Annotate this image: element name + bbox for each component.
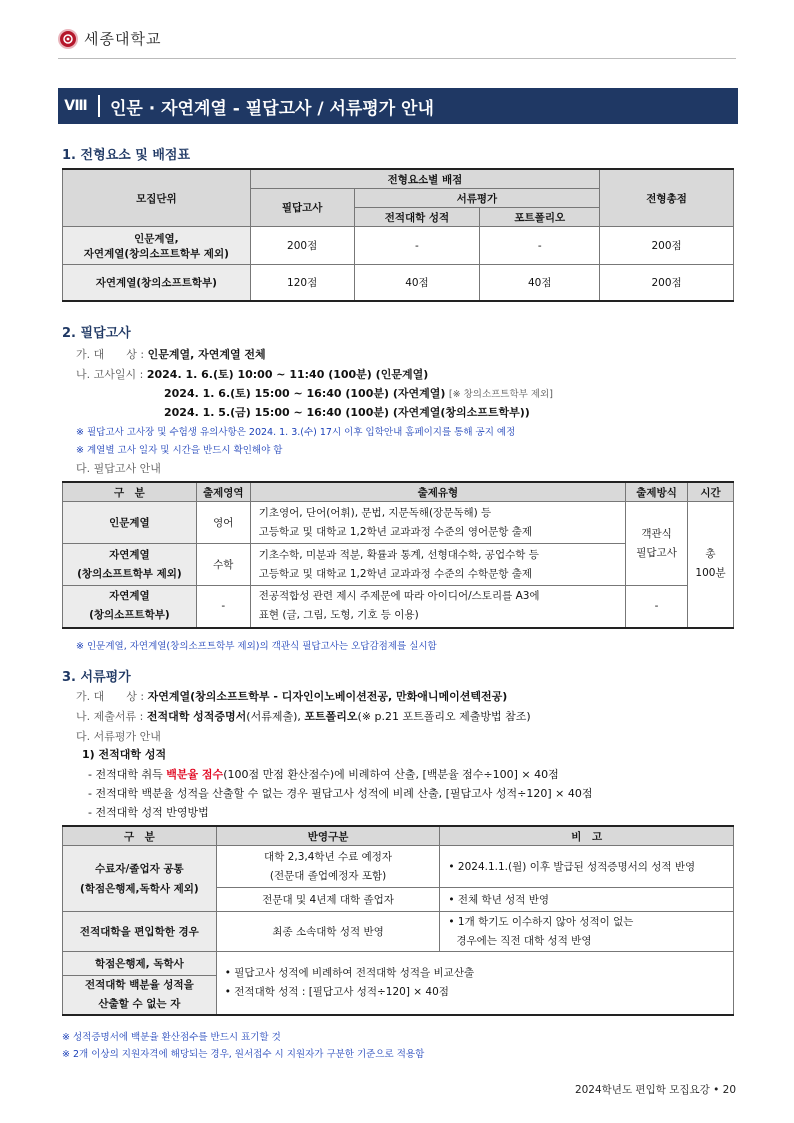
score-row-unit: 인문계열, 자연계열(창의소프트학부 제외): [63, 227, 251, 265]
exam-note-3: ※ 인문계열, 자연계열(창의소프트학부 제외)의 객관식 필답고사는 오답감점제를 실시함: [76, 641, 437, 652]
exam-head: 출제영역: [196, 482, 250, 502]
score-cell: 120점: [250, 265, 354, 301]
doc-bullet-3: - 전적대학 성적 반영방법: [88, 806, 209, 819]
score-cell: -: [480, 227, 600, 265]
grades-note: • 전체 학년 성적 반영: [440, 888, 734, 912]
exam-row-name: 자연계열 (창의소프트학부): [63, 586, 197, 628]
exam-head: 구 분: [63, 482, 197, 502]
exam-head: 출제방식: [626, 482, 688, 502]
grades-note: • 1개 학기도 이수하지 않아 성적이 없는 경우에는 직전 대학 성적 반영: [440, 912, 734, 952]
table-row: [63, 265, 734, 301]
score-head-written: 필답고사: [250, 189, 354, 227]
exam-type: 기초수학, 미분과 적분, 확률과 통계, 선형대수학, 공업수학 등 고등학교 및 대학교 1,2학년 교과과정 수준의 수학문항 출제: [250, 544, 625, 586]
page-footer: 2024학년도 편입학 모집요강 • 20: [574, 1084, 736, 1096]
grades-note: • 필답고사 성적에 비례하여 전적대학 성적을 비교산출 • 전적대학 성적 : [필답고사 성적÷120] × 40점: [216, 952, 733, 1016]
grades-head: 반영구분: [216, 826, 440, 846]
score-head-portfolio: 포트폴리오: [480, 208, 600, 227]
exam-date-line-3: 2024. 1. 5.(금) 15:00 ~ 16:40 (100분) (자연계열(창의소프트학부)): [164, 406, 530, 419]
exam-date-line-2: 2024. 1. 6.(토) 15:00 ~ 16:40 (100분) (자연계열) [※ 창의소프트학부 제외]: [164, 387, 553, 400]
table-row: [63, 952, 734, 976]
score-cell: -: [354, 227, 480, 265]
exam-area: 수학: [196, 544, 250, 586]
exam-table: [62, 481, 734, 629]
grades-row-name: 전적대학을 편입학한 경우: [63, 912, 217, 952]
university-seal-icon: [58, 29, 78, 49]
score-head-doc: 서류평가: [354, 189, 600, 208]
doc-guide-label: 다. 서류평가 안내: [76, 730, 161, 743]
score-head-grades: 전적대학 성적: [354, 208, 480, 227]
exam-area: -: [196, 586, 250, 628]
grades-head: 비 고: [440, 826, 734, 846]
doc-note-2: ※ 2개 이상의 지원자격에 해당되는 경우, 원서접수 시 지원자가 구분한 기준으로 적용함: [62, 1049, 425, 1060]
doc-sub-title: 1) 전적대학 성적: [82, 748, 167, 761]
doc-note-1: ※ 성적증명서에 백분율 환산점수를 반드시 표기할 것: [62, 1032, 281, 1043]
section2-title: 2. 필답고사: [62, 326, 131, 341]
score-table: [62, 168, 734, 302]
exam-method: -: [626, 586, 688, 628]
table-row: [63, 502, 734, 544]
exam-note-2: ※ 계열별 고사 일자 및 시간을 반드시 확인해야 함: [76, 445, 283, 456]
doc-target-line: 가. 대 상 : 자연계열(창의소프트학부 - 디자인이노베이션전공, 만화애니메이션텍전공): [76, 690, 508, 703]
exam-note-1: ※ 필답고사 고사장 및 수험생 유의사항은 2024. 1. 3.(수) 17시 이후 입학안내 홈페이지를 통해 공지 예정: [76, 427, 516, 438]
table-row: [63, 912, 734, 952]
exam-row-name: 인문계열: [63, 502, 197, 544]
exam-date-line: 나. 고사일시 : 2024. 1. 6.(토) 10:00 ~ 11:40 (100분) (인문계열): [76, 368, 429, 381]
exam-head: 출제유형: [250, 482, 625, 502]
table-row: [63, 846, 734, 888]
chapter-title: 인문 · 자연계열 - 필답고사 / 서류평가 안내: [110, 98, 434, 119]
section1-title: 1. 전형요소 및 배점표: [62, 148, 191, 163]
exam-head: 시간: [688, 482, 734, 502]
score-cell: 40점: [480, 265, 600, 301]
page-header: [58, 28, 161, 49]
doc-docs-line: 나. 제출서류 : 전적대학 성적증명서(서류제출), 포트폴리오(※ p.21 포트폴리오 제출방법 참조): [76, 710, 531, 723]
doc-bullet-1: - 전적대학 취득 백분율 점수(100점 만점 환산점수)에 비례하여 산출, [백분율 점수÷100] × 40점: [88, 768, 559, 781]
score-cell: 200점: [600, 265, 734, 301]
exam-target-line: 가. 대 상 : 인문계열, 자연계열 전체: [76, 348, 266, 361]
exam-area: 영어: [196, 502, 250, 544]
score-cell: 200점: [250, 227, 354, 265]
grades-cell: 대학 2,3,4학년 수료 예정자 (전문대 졸업예정자 포함): [216, 846, 440, 888]
score-head-elements: 전형요소별 배점: [250, 169, 599, 189]
grades-table: [62, 825, 734, 1016]
score-cell: 40점: [354, 265, 480, 301]
score-cell: 200점: [600, 227, 734, 265]
exam-type: 전공적합성 관련 제시 주제문에 따라 아이디어/스토리를 A3에 표현 (글, 그림, 도형, 기호 등 이용): [250, 586, 625, 628]
score-head-unit: 모집단위: [63, 169, 251, 227]
doc-bullet-2: - 전적대학 백분율 성적을 산출할 수 없는 경우 필답고사 성적에 비례 산출, [필답고사 성적÷120] × 40점: [88, 787, 593, 800]
table-row: [63, 227, 734, 265]
exam-time: 총 100분: [688, 502, 734, 628]
chapter-number: Ⅷ: [64, 98, 88, 114]
grades-row-name: 학점은행제, 독학사: [63, 952, 217, 976]
grades-row-name: 수료자/졸업자 공통 (학점은행제,독학사 제외): [63, 846, 217, 912]
grades-row-name: 전적대학 백분율 성적을 산출할 수 없는 자: [63, 976, 217, 1016]
grades-head: 구 분: [63, 826, 217, 846]
grades-cell: 최종 소속대학 성적 반영: [216, 912, 440, 952]
exam-type: 기초영어, 단어(어휘), 문법, 지문독해(장문독해) 등 고등학교 및 대학교 1,2학년 교과과정 수준의 영어문항 출제: [250, 502, 625, 544]
section3-title: 3. 서류평가: [62, 670, 131, 685]
university-name: 세종대학교: [84, 30, 162, 48]
grades-cell: 전문대 및 4년제 대학 졸업자: [216, 888, 440, 912]
banner-divider: [98, 95, 100, 117]
grades-note: • 2024.1.1.(월) 이후 발급된 성적증명서의 성적 반영: [440, 846, 734, 888]
exam-method: 객관식 필답고사: [626, 502, 688, 586]
header-divider: [58, 58, 736, 59]
table-row: [63, 586, 734, 628]
score-row-unit: 자연계열(창의소프트학부): [63, 265, 251, 301]
score-head-total: 전형총점: [600, 169, 734, 227]
exam-row-name: 자연계열 (창의소프트학부 제외): [63, 544, 197, 586]
chapter-banner: [58, 88, 738, 124]
exam-guide-label: 다. 필답고사 안내: [76, 462, 161, 475]
